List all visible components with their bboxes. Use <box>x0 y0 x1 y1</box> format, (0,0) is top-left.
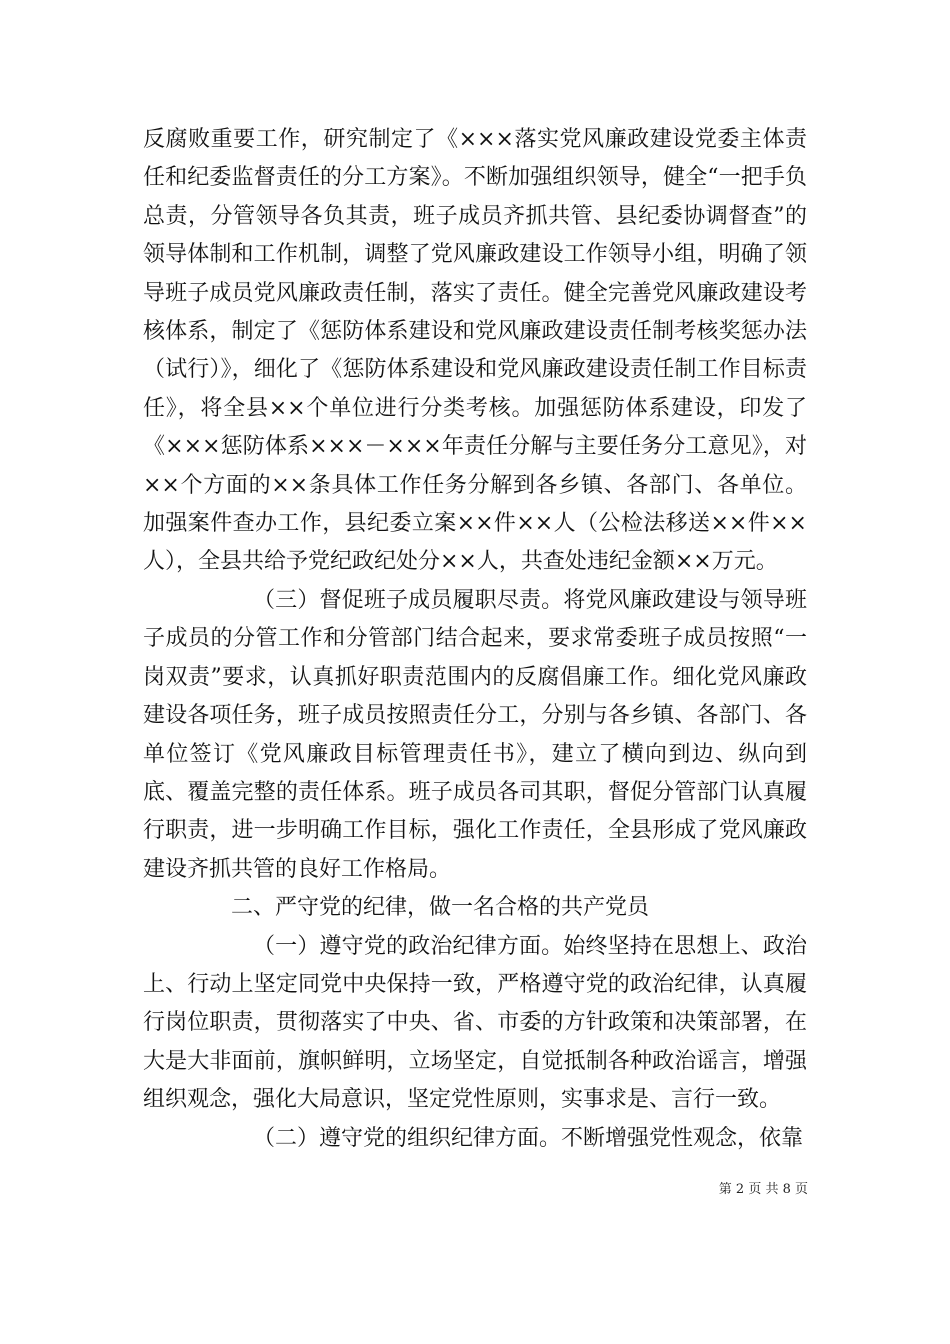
page-number-footer: 第 2 页 共 8 页 <box>718 1182 808 1197</box>
paragraph-continued: 反腐败重要工作，研究制定了《×××落实党风廉政建设党委主体责任和纪委监督责任的分工方案》。不断加强组织领导，健全“一把手负总责，分管领导各负其责，班子成员齐抓共管、县纪委协调督查”的领导体制和工作机制，调整了党风廉政建设工作领导小组，明确了领导班子成员党风廉政责任制，落实了责任。健全完善党风廉政建设考核体系，制定了《惩防体系建设和党风廉政建设责任制考核奖惩办法（试行）》，细化了《惩防体系建设和党风廉政建设责任制工作目标责任》，将全县××个单位进行分类考核。加强惩防体系建设，印发了《×××惩防体系×××－×××年责任分解与主要任务分工意见》，对××个方面的××条具体工作任务分解到各乡镇、各部门、各单位。加强案件查办工作，县纪委立案××件××人（公检法移送××件××人），全县共给予党纪政纪处分××人，共查处违纪金额××万元。 <box>143 127 807 575</box>
paragraph-organizational-discipline: （二）遵守党的组织纪律方面。不断增强党性观念，依靠 <box>253 1125 804 1151</box>
document-body <box>143 121 807 1158</box>
paragraph-political-discipline: （一）遵守党的政治纪律方面。始终坚持在思想上、政治上、行动上坚定同党中央保持一致，严格遵守党的政治纪律，认真履行岗位职责，贯彻落实了中央、省、市委的方针政策和决策部署，在大是大非面前，旗帜鲜明，立场坚定，自觉抵制各种政治谣言，增强组织观念，强化大局意识，坚定党性原则，实事求是、言行一致。 <box>143 933 807 1113</box>
paragraph-section-three: （三）督促班子成员履职尽责。将党风廉政建设与领导班子成员的分管工作和分管部门结合起来，要求常委班子成员按照“一岗双责”要求，认真抓好职责范围内的反腐倡廉工作。细化党风廉政建设各项任务，班子成员按照责任分工，分别与各乡镇、各部门、各单位签订《党风廉政目标管理责任书》，建立了横向到边、纵向到底、覆盖完整的责任体系。班子成员各司其职，督促分管部门认真履行职责，进一步明确工作目标，强化工作责任，全县形成了党风廉政建设齐抓共管的良好工作格局。 <box>143 587 807 882</box>
section-heading-two: 二、严守党的纪律，做一名合格的共产党员 <box>231 895 650 921</box>
